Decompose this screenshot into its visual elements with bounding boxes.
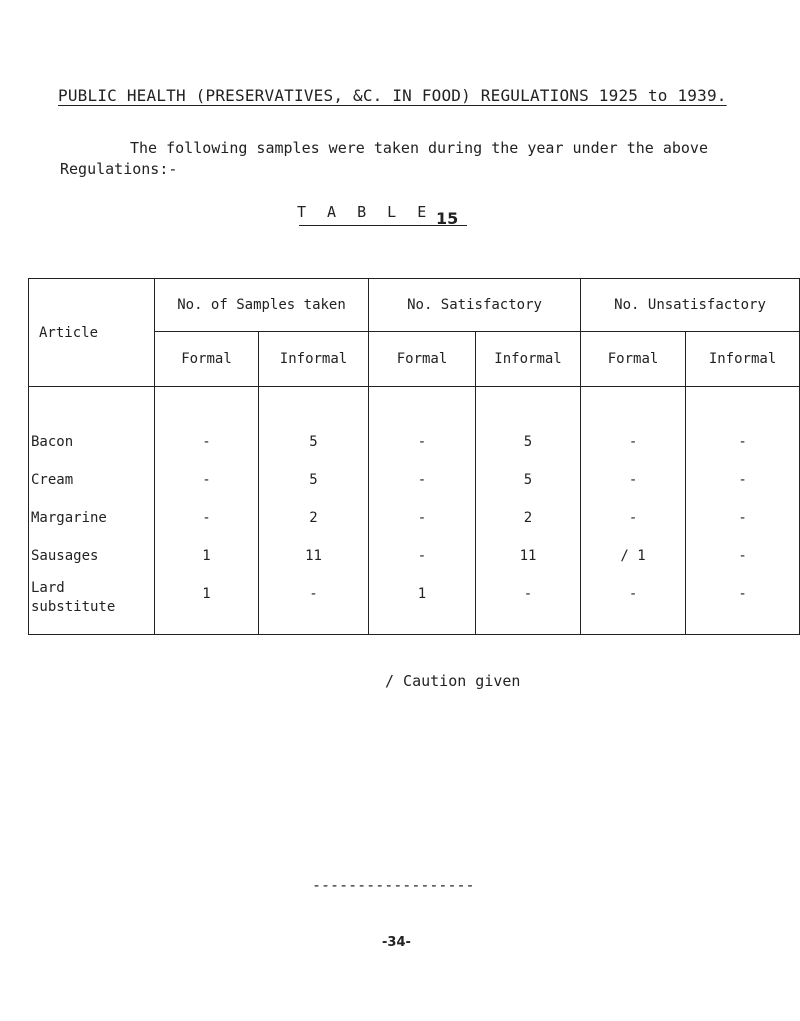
value-cell: - [738,472,747,488]
separator-dashes: ------------------ [312,876,475,894]
value-cell: - [738,434,747,450]
value-cell: 5 [523,434,533,450]
value-cell: - [523,586,533,602]
table-label-text: T A B L E [297,203,433,221]
value-cell: - [738,510,747,526]
subheader-informal: Informal [476,332,581,387]
subheader-informal: Informal [259,332,369,387]
page-heading: PUBLIC HEALTH (PRESERVATIVES, &C. IN FOOD) REGULATIONS 1925 to 1939. [58,86,727,105]
value-cell: - [738,586,747,602]
table-header-row [29,279,800,332]
value-cell: - [202,434,211,450]
article-cell: Margarine [31,510,107,526]
header-unsatisfactory: No. Unsatisfactory [581,279,800,332]
subheader-informal: Informal [686,332,800,387]
value-cell: 2 [523,510,533,526]
table-number: 15 [436,209,459,228]
article-column [29,387,155,635]
header-samples-taken: No. of Samples taken [155,279,369,332]
value-cell: 1 [417,586,427,602]
satisfactory-formal-column [369,387,476,635]
value-cell: 1 [202,548,211,564]
samples-formal-column [155,387,259,635]
intro-paragraph: The following samples were taken during the year under the above Regulations:- [60,139,708,178]
header-article: Article [29,279,155,387]
value-cell: 2 [309,510,318,526]
value-cell: - [417,472,427,488]
value-cell: - [628,510,638,526]
value-cell: 11 [305,548,322,564]
article-cell: Sausages [31,548,99,564]
value-cell: 5 [523,472,533,488]
subheader-formal: Formal [369,332,476,387]
value-cell: - [417,510,427,526]
value-cell: - [628,434,638,450]
samples-table [28,278,800,635]
article-cell: Bacon [31,434,74,450]
unsatisfactory-formal-column [581,387,686,635]
value-cell: 5 [309,434,318,450]
value-cell: - [738,548,747,564]
value-cell: - [628,586,638,602]
unsatisfactory-informal-column [686,387,800,635]
subheader-formal: Formal [581,332,686,387]
value-cell: 11 [519,548,537,564]
article-cell-line2: substitute [31,599,116,615]
footnote-caution: / Caution given [385,672,521,690]
article-cell: Lard [31,580,65,596]
satisfactory-informal-column [476,387,581,635]
subheader-formal: Formal [155,332,259,387]
value-cell: - [202,472,211,488]
value-cell: - [417,434,427,450]
samples-informal-column [259,387,369,635]
value-cell: - [628,472,638,488]
article-cell: Cream [31,472,74,488]
value-cell: - [202,510,211,526]
table-label [297,203,432,221]
value-cell: 5 [309,472,318,488]
value-cell: / 1 [620,548,646,564]
value-cell: - [309,586,318,602]
page-number: -34- [382,935,411,950]
value-cell: - [417,548,427,564]
value-cell: 1 [202,586,211,602]
table-body [29,387,800,635]
header-satisfactory: No. Satisfactory [369,279,581,332]
